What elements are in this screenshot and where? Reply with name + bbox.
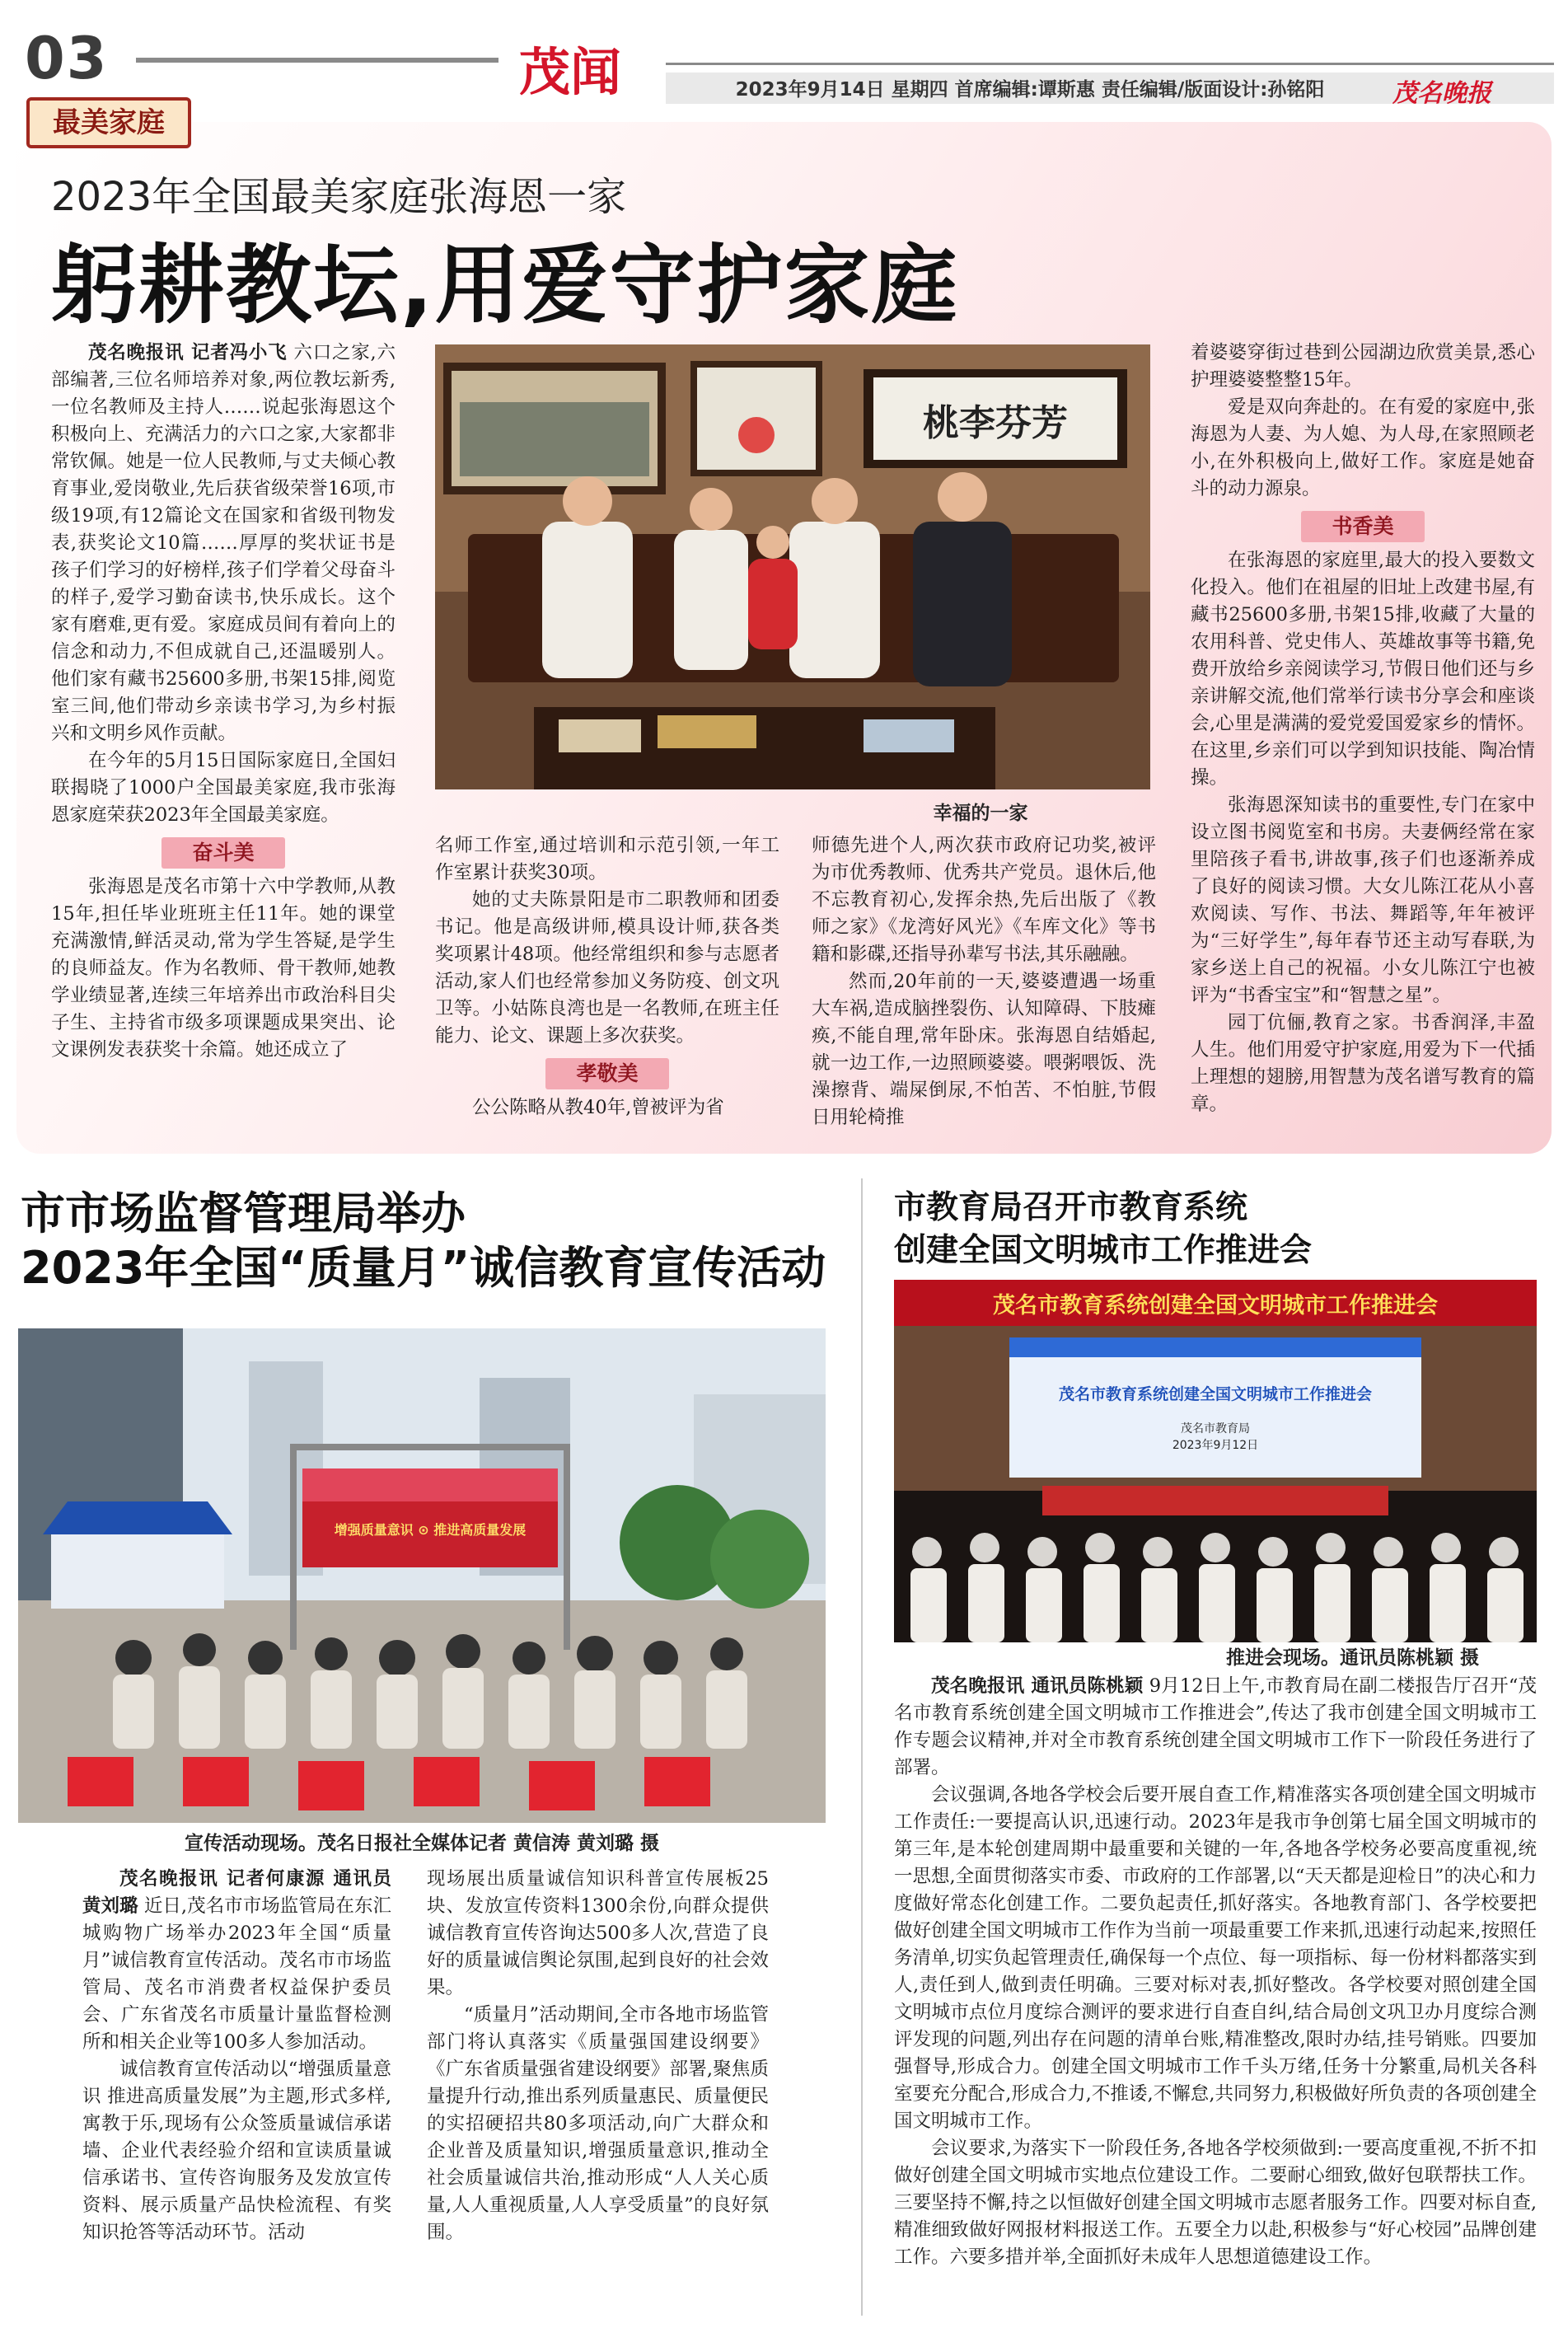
story2-title-line-1: 市市场监督管理局举办 (21, 1187, 466, 1239)
lead-paragraph-3: 张海恩是茂名市第十六中学教师,从教15年,担任毕业班班主任11年。她的课堂充满激情,鲜活灵动,常为学生答疑,是学生的良师益友。作为名教师、骨干教师,她教学业绩显著,连续三年培养出市政治科目尖子生、主持省市级多项课题成果突出、论文课例发表获奖十余篇。她还成立了 (51, 876, 396, 1061)
lead-text: 六口之家,六部编著,三位名师培养对象,两位教坛新秀,一位名教师及主持人……说起张海恩这个积极向上、充满活力的六口之家,大家都非常钦佩。她是一位人民教师,与丈夫倾心教育事业,爱岗敬业,先后获省级荣誉16项,市级19项,有12篇论文在国家和省级刊物发表,获奖论文10篇……厚厚的奖状证书是孩子们学习的好榜样,孩子们学着父母奋斗的样子,爱学习勤奋读书,快乐成长。这个家有磨难,更有爱。家庭成员间有着向上的信念和动力,不但成就自己,还温暖别人。他们家有藏书25600多册,书架15排,阅览室三间,他们带动乡亲读书学习,为乡村振兴和文明乡风作贡献。 (51, 342, 396, 744)
lead-paragraph-13: 园丁伉俪,教育之家。书香润泽,丰盈人生。他们用爱守护家庭,用爱为下一代插上理想的翅膀,用智慧为茂名谱写教育的篇章。 (1191, 1012, 1535, 1115)
lead-paragraph-11: 在张海恩的家庭里,最大的投入要数文化投入。他们在祖屋的旧址上改建书屋,有藏书25600多册,书架15排,收藏了大量的农用科普、党史伟人、英雄故事等书籍,免费开放给乡亲阅读学习,节假日他们还与乡亲讲解交流,他们常举行读书分享会和座谈会,心里是满满的爱党爱国爱家乡的情怀。在这里,乡亲们可以学到知识技能、陶冶情操。 (1191, 550, 1535, 789)
story3-paragraph-1 (894, 1673, 1537, 1782)
lead-column-1 (51, 340, 396, 1147)
section-name: 茂闻 (519, 42, 622, 102)
paper-logo: 茂名晚报 (1392, 79, 1491, 108)
lead-column-2 (435, 832, 779, 1145)
header-rule-right (666, 63, 1554, 65)
story3-byline: 茂名晚报讯 通讯员陈桃颖 (931, 1675, 1144, 1697)
story2-column-2 (427, 1866, 769, 2311)
story3-paragraph-3: 会议要求,为落实下一阶段任务,各地各学校须做到:一要高度重视,不折不扣做好创建全国文明城市实地点位建设工作。二要耐心细致,做好包联帮扶工作。三要坚持不懈,持之以恒做好创建全国文明城市志愿者服务工作。四要对标自查,精准细致做好网报材料报送工作。五要全力以赴,积极参与“好心校园”品牌创建工作。六要多措并举,全面抓好未成年人思想道德建设工作。 (894, 2138, 1537, 2268)
event-photo-illustration (18, 1328, 826, 1823)
lead-byline: 茂名晚报讯 记者冯小飞 (88, 342, 288, 363)
lead-paragraph-6: 公公陈略从教40年,曾被评为省 (472, 1097, 724, 1118)
lead-paragraph-12: 张海恩深知读书的重要性,专门在家中设立图书阅览室和书房。夫妻俩经常在家里陪孩子看书,讲故事,孩子们也逐渐养成了良好的阅读习惯。大女儿陈江花从小喜欢阅读、写作、书法、舞蹈等,年年被评为“三好学生”,每年春节还主动写春联,为家乡送上自己的祝福。小女儿陈江宁也被评为“书香宝宝”和“智慧之星”。 (1191, 794, 1535, 1006)
story3-title-line-2: 创建全国文明城市工作推进会 (894, 1232, 1313, 1269)
meeting-photo-caption: 推进会现场。通讯员陈桃颖 摄 (1225, 1647, 1479, 1669)
family-photo-caption: 幸福的一家 (933, 803, 1028, 824)
lead-paragraph-9: 着婆婆穿街过巷到公园湖边欣赏美景,悉心护理婆婆整整15年。 (1191, 342, 1535, 391)
story2-title-line-2: 2023年全国“质量月”诚信教育宣传活动 (21, 1242, 826, 1294)
meeting-photo-illustration (894, 1280, 1537, 1642)
lead-paragraph-1 (51, 340, 396, 747)
subhead-fendou: 奋斗美 (161, 837, 285, 869)
lead-paragraph-2: 在今年的5月15日国际家庭日,全国妇联揭晓了1000户全国最美家庭,我市张海恩家庭荣获2023年全国最美家庭。 (51, 750, 396, 826)
column-divider (861, 1178, 863, 2316)
family-photo-illustration (435, 344, 1150, 789)
story2-title (21, 1187, 826, 1295)
column-tag: 最美家庭 (26, 97, 191, 148)
lead-paragraph-4: 名师工作室,通过培训和示范引领,一年工作室累计获奖30项。 (435, 835, 779, 883)
story2-paragraph-3: 现场展出质量诚信知识科普宣传展板25块、发放宣传资料1300余份,向群众提供诚信教育宣传咨询达500多人次,营造了良好的质量诚信舆论氛围,起到良好的社会效果。 (427, 1868, 769, 1998)
story3-title-line-1: 市教育局召开市教育系统 (894, 1189, 1248, 1226)
story3-paragraph-2: 会议强调,各地各学校会后要开展自查工作,精准落实各项创建全国文明城市工作责任:一要提高认识,迅速行动。2023年是我市争创第七届全国文明城市的第三年,是本轮创建周期中最重要和关键的一年,各地各学校务必要高度重视,统一思想,全面贯彻落实市委、市政府的工作部署,以“天天都是迎检日”的决心和力度做好常态化创建工作。二要负起责任,抓好落实。各地教育部门、各学校要把做好创建全国文明城市工作作为当前一项最重要工作来抓,迅速行动起来,按照任务清单,切实负起管理责任,确保每一个点位、每一项指标、每一份材料都落实到人,责任到人,做到责任明确。三要对标对表,抓好整改。各学校要对照创建全国文明城市点位月度综合测评的要求进行自查自纠,结合局创文巩卫办月度综合测评发现的问题,列出存在问题的清单台账,精准整改,限时办结,挂号销账。四要加强督导,形成合力。创建全国文明城市工作千头万绪,任务十分繁重,局机关各科室要充分配合,形成合力,不推诿,不懈怠,共同努力,积极做好所负责的各项创建全国文明城市工作。 (894, 1784, 1537, 2132)
lead-subtitle: 2023年全国最美家庭张海恩一家 (51, 174, 627, 220)
story2-paragraph-4: “质量月”活动期间,全市各地市场监管部门将认真落实《质量强国建设纲要》《广东省质量强省建设纲要》部署,聚焦质量提升行动,推出系列质量惠民、质量便民的实招硬招共80多项活动,向广大群众和企业普及质量知识,增强质量意识,推动全社会质量诚信共治,推动形成“人人关心质量,人人重视质量,人人享受质量”的良好氛围。 (427, 2004, 769, 2243)
lead-paragraph-10: 爱是双向奔赴的。在有爱的家庭中,张海恩为人妻、为人媳、为人母,在家照顾老小,在外积极向上,做好工作。家庭是她奋斗的动力源泉。 (1191, 396, 1535, 499)
story2-paragraph-1 (82, 1866, 391, 2056)
event-photo (18, 1328, 826, 1823)
lead-title: 躬耕教坛,用爱守护家庭 (51, 235, 959, 335)
lead-column-4 (1191, 340, 1535, 1147)
story2-column-1 (82, 1866, 391, 2311)
lead-paragraph-7: 师德先进个人,两次获市政府记功奖,被评为市优秀教师、优秀共产党员。退休后,他不忘教育初心,发挥余热,先后出版了《教师之家》《龙湾好风光》《车库文化》等书籍和影碟,还指导孙辈写书法,其乐融融。 (812, 835, 1156, 965)
plaque-text: 桃李芬芳 (923, 402, 1068, 444)
lead-paragraph-8: 然而,20年前的一天,婆婆遭遇一场重大车祸,造成脑挫裂伤、认知障碍、下肢瘫痪,不能自理,常年卧床。张海恩自结婚起,就一边工作,一边照顾婆婆。喂粥喂饭、洗澡擦背、端屎倒尿,不怕苦、不怕脏,节假日用轮椅推 (812, 971, 1156, 1128)
story2-text: 近日,茂名市市场监管局在东汇城购物广场举办2023年全国“质量月”诚信教育宣传活动。茂名市市场监管局、茂名市消费者权益保护委员会、广东省茂名市质量计量监督检测所和相关企业等100多人参加活动。 (82, 1895, 391, 2053)
screen-org: 茂名市教育局 (1181, 1422, 1250, 1436)
story2-byline: 茂名晚报讯 记者何康源 通讯员黄刘璐 (82, 1868, 391, 1917)
story3-title (894, 1187, 1312, 1272)
screen-date: 2023年9月12日 (1172, 1439, 1259, 1452)
meeting-banner-text: 茂名市教育系统创建全国文明城市工作推进会 (993, 1293, 1438, 1319)
meeting-photo (894, 1280, 1537, 1642)
screen-title: 茂名市教育系统创建全国文明城市工作推进会 (1058, 1385, 1373, 1403)
story3-body (894, 1673, 1537, 2316)
family-photo (435, 344, 1150, 789)
lead-paragraph-5: 她的丈夫陈景阳是市二职教师和团委书记。他是高级讲师,模具设计师,获各类奖项累计48项。他经常组织和参与志愿者活动,家人们也经常参加义务防疫、创文巩卫等。小姑陈良湾也是一名教师,在班主任能力、论文、课题上多次获奖。 (435, 889, 779, 1047)
subhead-shuxiang: 书香美 (1301, 511, 1425, 542)
story3-text: 9月12日上午,市教育局在副二楼报告厅召开“茂名市教育系统创建全国文明城市工作推进会”,传达了我市创建全国文明城市工作专题会议精神,并对全市教育系统创建全国文明城市工作下一阶段任务进行了部署。 (894, 1675, 1537, 1778)
story2-paragraph-2: 诚信教育宣传活动以“增强质量意识 推进高质量发展”为主题,形式多样,寓教于乐,现场有公众签质量诚信承诺墙、企业代表经验介绍和宣读质量诚信承诺书、宣传咨询服务及发放宣传资料、展示质量产品快检流程、有奖知识抢答等活动环节。活动 (82, 2059, 391, 2243)
header-rule-left (136, 58, 498, 63)
header-meta: 2023年9月14日 星期四 首席编辑:谭斯惠 责任编辑/版面设计:孙铭阳 (735, 79, 1325, 101)
lead-column-3 (812, 832, 1156, 1145)
stage-banner-text: 增强质量意识 ⊙ 推进高质量发展 (334, 1522, 527, 1538)
page-number: 03 (25, 25, 109, 92)
subhead-xiaojing: 孝敬美 (545, 1058, 669, 1089)
event-photo-caption: 宣传活动现场。茂名日报社全媒体记者 黄信涛 黄刘璐 摄 (184, 1833, 660, 1854)
